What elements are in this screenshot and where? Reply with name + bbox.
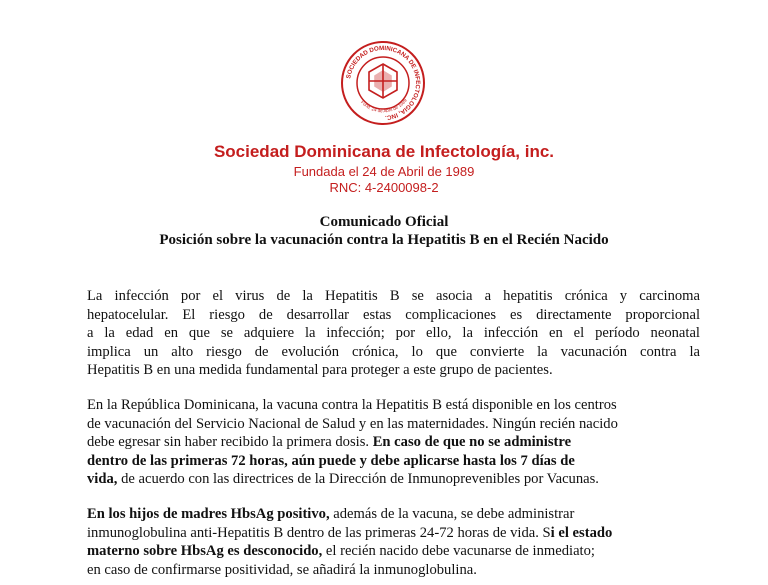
emphasis-text: materno sobre HbsAg es desconocido, bbox=[87, 543, 323, 560]
organization-rnc: RNC: 4-2400098-2 bbox=[329, 180, 439, 195]
organization-founded-date: Fundada el 24 de Abril de 1989 bbox=[293, 164, 475, 179]
paragraph-3 bbox=[87, 505, 700, 579]
seal-founded-text: Fund. 24 de Abril de 1989 bbox=[359, 97, 408, 114]
society-seal-logo bbox=[340, 40, 426, 126]
emphasis-text: i el estado bbox=[550, 524, 613, 541]
paragraph-line: En la República Dominicana, la vacuna contra la Hepatitis B está disponible en los centros bbox=[87, 397, 617, 413]
organization-name: Sociedad Dominicana de Infectología, inc. bbox=[213, 142, 555, 161]
line-segment: inmunoglobulina anti-Hepatitis B dentro de las primeras 24-72 horas de vida. S bbox=[87, 524, 551, 541]
paragraph-line: Hepatitis B en una medida fundamental para proteger a este grupo de pacientes. bbox=[87, 362, 553, 379]
paragraph-line: en caso de confirmarse positividad, se añadirá la inmunoglobulina. bbox=[87, 561, 477, 578]
line-segment: el recién nacido debe vacunarse de inmediato; bbox=[322, 543, 595, 560]
paragraph-line bbox=[87, 524, 700, 543]
paragraph-line bbox=[87, 505, 700, 524]
line-segment: de acuerdo con las directrices de la Dirección de Inmunoprevenibles por Vacunas. bbox=[117, 471, 599, 488]
emphasis-text: En caso de que no se administre bbox=[372, 434, 572, 451]
hexagon-emblem-icon bbox=[369, 64, 397, 98]
paragraph-line: de vacunación del Servicio Nacional de Salud y en las maternidades. Ningún recién nacido bbox=[87, 415, 618, 432]
emphasis-text: En los hijos de madres HbsAg positivo, bbox=[87, 506, 330, 522]
paragraph-line: implica un alto riesgo de evolución crónica, lo que convierte la vacunación contra la bbox=[87, 343, 700, 360]
paragraph-line: hepatocelular. El riesgo de desarrollar estas complicaciones es directamente proporcional bbox=[87, 306, 700, 323]
emphasis-text: vida, bbox=[87, 471, 118, 488]
paragraph-2 bbox=[87, 396, 700, 489]
line-segment: debe egresar sin haber recibido la primera dosis. bbox=[87, 434, 373, 451]
seal-ring-text: SOCIEDAD DOMINICANA DE INFECTOLOGIA, INC. bbox=[345, 44, 422, 121]
document-subtitle: Posición sobre la vacunación contra la Hepatitis B en el Recién Nacido bbox=[159, 232, 609, 248]
paragraph-line: a la edad en que se adquiere la infección; por ello, la infección en el período neonatal bbox=[87, 325, 700, 342]
paragraph-line bbox=[87, 542, 700, 561]
paragraph-1 bbox=[87, 287, 700, 380]
paragraph-line bbox=[87, 470, 700, 489]
paragraph-line: La infección por el virus de la Hepatitis B se asocia a hepatitis crónica y carcinoma bbox=[87, 288, 700, 304]
paragraph-line bbox=[87, 452, 700, 471]
paragraph-line bbox=[87, 433, 700, 452]
line-segment: además de la vacuna, se debe administrar bbox=[329, 506, 575, 522]
emphasis-text: dentro de las primeras 72 horas, aún puede y debe aplicarse hasta los 7 días de bbox=[87, 452, 575, 469]
document-title: Comunicado Oficial bbox=[319, 214, 449, 230]
